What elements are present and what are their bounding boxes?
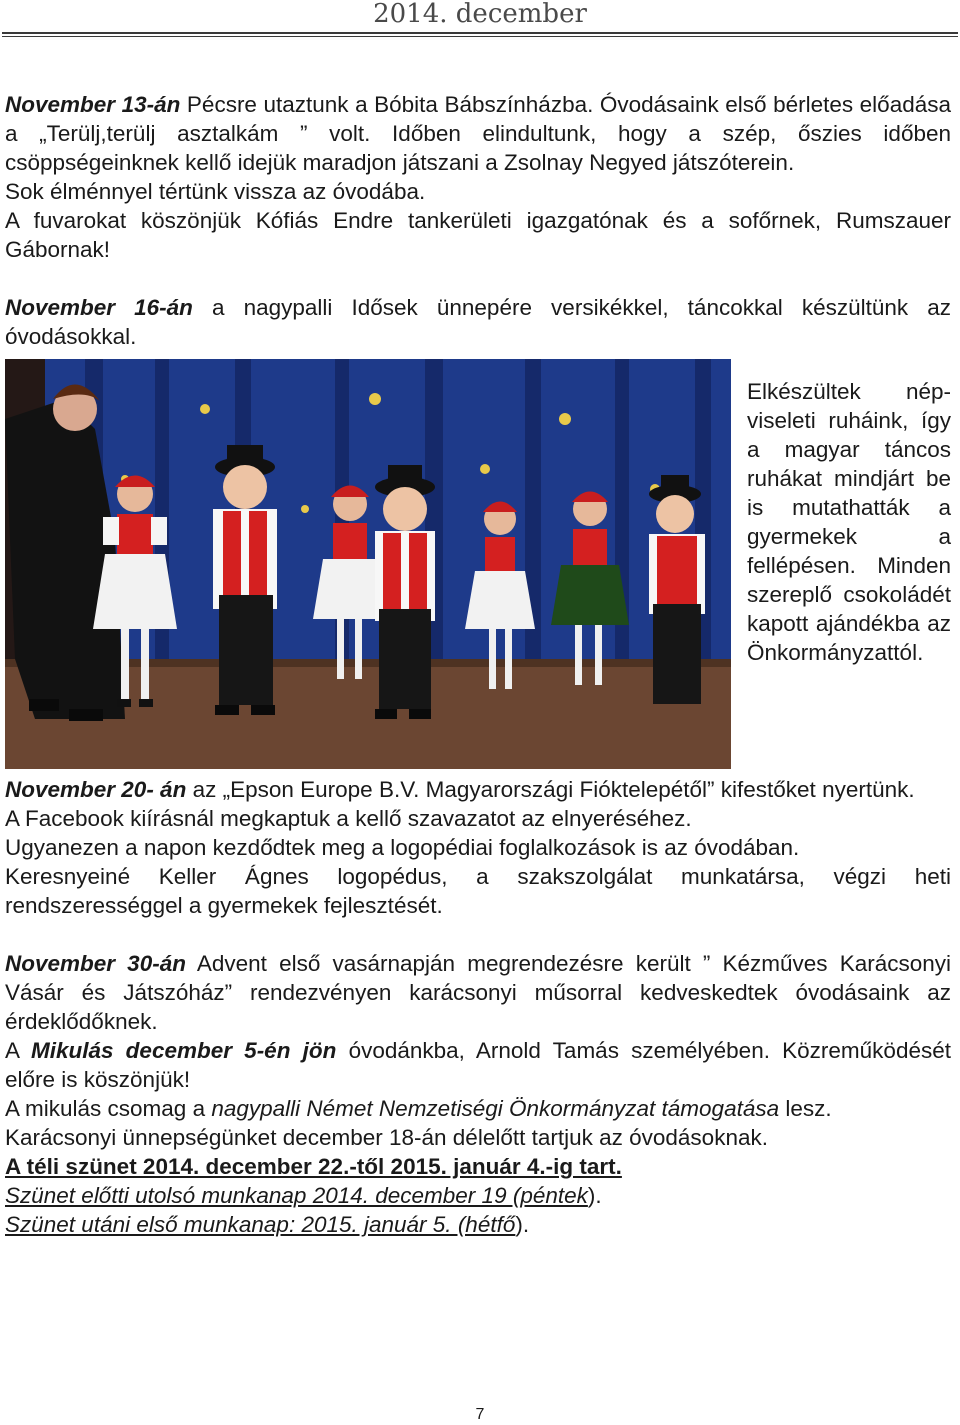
winter-break-notice: A téli szünet 2014. december 22.-től 2015. január 4.-ig tart. xyxy=(5,1154,622,1179)
text-nov13: Pécsre utaztunk a Bóbita Bábszínházba. Óvodásaink első bérletes előadása a „Terülj,terülj asztalkám ” volt. Időben elindultunk, hogy a szép, őszies időben csöppségeinknek kellő idejük maradjon játszani a Zsolnay Negyed játszóterein. xyxy=(5,92,951,175)
paragraph-speech-therapist: Keresnyeiné Keller Ágnes logopédus, a szakszolgálat munkatársa, végzi heti rendszerességgel a gyermekek fejlesztését. xyxy=(5,864,951,918)
header-title: 2014. december xyxy=(373,0,587,29)
header-rule-thick xyxy=(2,32,958,34)
paragraph-mikulas-package: A mikulás csomag a nagypalli Német Nemzetiségi Önkormányzat támogatása lesz. xyxy=(5,1096,832,1121)
date-nov16: November 16-án xyxy=(5,295,193,320)
paragraph-nov13 xyxy=(5,90,951,177)
date-nov20: November 20- án xyxy=(5,777,187,802)
paragraph-christmas-celebration: Karácsonyi ünnepségünket december 18-án délelőtt tartjuk az óvodásoknak. xyxy=(5,1125,768,1150)
paragraph-thanks-transport: A fuvarokat köszönjük Kófiás Endre tankerületi igazgatónak és a sofőrnek, Rumszauer Gábornak! xyxy=(5,208,951,262)
paragraph-speech-therapy: Ugyanezen a napon kezdődtek meg a logopédiai foglalkozások is az óvodában. xyxy=(5,835,800,860)
children-dance-photo xyxy=(5,359,731,769)
page-number: 7 xyxy=(475,1406,485,1423)
paragraph-first-workday: Szünet utáni első munkanap: 2015. január 5. (hétfő). xyxy=(5,1212,530,1237)
sponsor-name: nagypalli Német Nemzetiségi Önkormányzat támogatása xyxy=(211,1096,780,1121)
date-nov30: November 30-án xyxy=(5,951,186,976)
paragraph-facebook: A Facebook kiírásnál megkaptuk a kellő szavazatot az elnyeréséhez. xyxy=(5,806,692,831)
photo-caption: Elkészültek nép-viseleti ruháink, így a magyar táncos ruhákat mindjárt be is mutathatták a gyermekek a fellépésen. Minden szereplő csokoládét kapott ajándékba az Önkormányzattól. xyxy=(747,379,951,665)
date-nov13: November 13-án xyxy=(5,92,181,117)
paragraph-last-workday: Szünet előtti utolsó munkanap 2014. december 19 (péntek). xyxy=(5,1183,602,1208)
article-body xyxy=(5,90,951,1239)
header-rule-thin xyxy=(2,36,958,37)
mikulas-date: Mikulás december 5-én jön xyxy=(30,1038,337,1063)
paragraph-mikulas: A Mikulás december 5-én jön óvodánkba, Arnold Tamás személyében. Közreműködését előre is köszönjük! xyxy=(5,1038,951,1092)
photo-section xyxy=(5,359,951,775)
paragraph-nov16 xyxy=(5,293,951,351)
page-header xyxy=(0,0,960,40)
paragraph-winter-break xyxy=(5,1152,951,1181)
boy-two xyxy=(375,465,435,719)
photo-illustration xyxy=(5,359,731,769)
text-nov30: Advent első vasárnapján megrendezésre került ” Kézműves Karácsonyi Vásár és Játszóház” rendezvényen karácsonyi műsorral kedveskedtek óvodásaink az érdeklődőknek. xyxy=(5,951,951,1034)
paragraph-experience: Sok élménnyel tértünk vissza az óvodába. xyxy=(5,179,426,204)
text-nov16: a nagypalli Idősek ünnepére versikékkel, táncokkal készültünk az óvodásokkal. xyxy=(5,295,951,349)
paragraph-nov30 xyxy=(5,949,951,1036)
text-nov20: az „Epson Europe B.V. Magyarországi Fióktelepétől” kifestőket nyertünk. xyxy=(186,777,915,802)
paragraph-nov20 xyxy=(5,775,951,804)
